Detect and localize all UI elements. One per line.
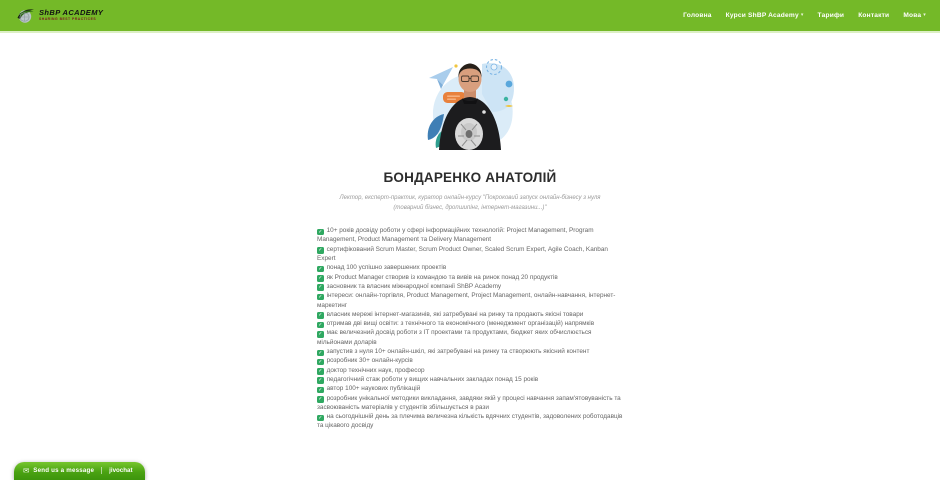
fact-item — [317, 328, 623, 347]
check-icon: ✓ — [318, 265, 323, 272]
fact-item — [317, 375, 623, 384]
fact-text: 10+ років досвіду роботи у сфері інформаційних технологій: Project Management, Program Management, Product Management та Delivery Management — [317, 227, 594, 244]
fact-text: понад 100 успішно завершених проектів — [326, 264, 447, 272]
fact-text: розробник 30+ онлайн-курсів — [326, 357, 413, 365]
envelope-icon: ✉ — [23, 465, 30, 475]
nav-item-contacts[interactable] — [858, 12, 889, 19]
fact-item — [317, 356, 623, 365]
fact-item — [317, 394, 623, 413]
fact-text: розробник унікальної методики викладання, завдяки якій у процесі навчання запам'ятовуваність та засвоюваність матеріалів у студентів збільшується в рази — [317, 394, 621, 411]
profile-subtitle: Лектор, експерт-практик, куратор онлайн-курсу "Покроковий запуск онлайн-бізнесу з нуля (товарний бізнес, дропшипінг, інтернет-магазини...)" — [339, 195, 601, 211]
nav-label: Головна — [683, 12, 712, 19]
chevron-down-icon: ▾ — [800, 12, 804, 18]
fact-text: доктор технічних наук, професор — [326, 366, 425, 374]
fact-item — [317, 412, 623, 431]
profile-photo-illustration — [422, 54, 518, 150]
check-icon: ✓ — [318, 293, 323, 300]
globe-swoosh-icon — [16, 6, 35, 25]
profile-name: БОНДАРЕНКО АНАТОЛІЙ — [383, 170, 557, 185]
check-icon: ✓ — [318, 247, 323, 254]
logo-title: ShBP ACADEMY — [39, 8, 104, 18]
header — [0, 0, 940, 33]
check-icon: ✓ — [318, 386, 323, 393]
check-icon: ✓ — [318, 377, 323, 384]
fact-item — [317, 319, 623, 328]
nav-label: Мова — [903, 12, 922, 19]
fact-item — [317, 291, 623, 310]
chat-message-label: Send us a message — [33, 467, 95, 474]
logo-text — [39, 9, 103, 22]
fact-text: має величезний досвід роботи з ІТ проектами та продуктами, бюджет яких обчислюється мільйонами доларів — [317, 329, 592, 346]
check-icon: ✓ — [318, 414, 323, 421]
fact-text: власник мережі інтернет-магазинів, які затребувані на ринку та продають якісні товари — [326, 310, 584, 318]
fact-text: сертифікований Scrum Master, Scrum Product Owner, Scaled Scrum Expert, Agile Coach, Kanban Expert — [317, 245, 608, 263]
check-icon: ✓ — [318, 312, 323, 319]
fact-item — [317, 245, 623, 264]
fact-item — [317, 347, 623, 356]
logo[interactable] — [16, 6, 103, 25]
fact-text: автор 100+ наукових публікацій — [326, 385, 421, 393]
nav-label: Тарифи — [817, 12, 845, 19]
nav-label: Курси ShBP Academy — [725, 12, 799, 19]
fact-item — [317, 226, 623, 245]
nav-label: Контакти — [858, 12, 890, 19]
logo-subtitle: SHARING BEST PRACTICES — [39, 17, 97, 22]
check-icon: ✓ — [318, 358, 323, 365]
fact-text: запустив з нуля 10+ онлайн-шкіл, які затребувані на ринку та створюють якісний контент — [326, 348, 590, 356]
check-icon: ✓ — [318, 275, 323, 282]
fact-item — [317, 310, 623, 319]
check-icon: ✓ — [318, 368, 323, 375]
check-icon: ✓ — [318, 228, 323, 235]
chevron-down-icon: ▾ — [923, 12, 926, 18]
check-icon: ✓ — [318, 330, 323, 337]
fact-item — [317, 384, 623, 393]
nav-item-home[interactable] — [683, 12, 712, 19]
facts-list — [317, 226, 623, 431]
nav-item-pricing[interactable] — [818, 12, 845, 19]
fact-text: засновник та власник міжнародної компанії ShBP Academy — [326, 282, 502, 290]
fact-text: отримав дві вищі освіти: з технічного та економічного (менеджмент організацій) напрямків — [326, 320, 595, 328]
jivochat-brand-label: jivochat — [101, 467, 132, 474]
fact-text: на сьогоднішній день за плечима величезна кількість вдячних студентів, задоволених роботодавців та цікавого досвіду — [317, 413, 623, 430]
check-icon: ✓ — [318, 349, 323, 356]
fact-item — [317, 263, 623, 272]
fact-item — [317, 273, 623, 282]
profile-photo — [422, 54, 518, 150]
fact-item — [317, 282, 623, 291]
fact-text: педагогічний стаж роботи у вищих навчальних закладах понад 15 років — [326, 375, 539, 383]
check-icon: ✓ — [318, 284, 323, 291]
fact-text: як Product Manager створив із командою та вивів на ринок понад 20 продуктів — [326, 273, 558, 281]
jivochat-widget[interactable] — [14, 462, 145, 480]
fact-item — [317, 366, 623, 375]
profile-section — [317, 54, 623, 431]
nav-item-courses[interactable] — [726, 12, 804, 19]
main-nav — [683, 12, 926, 19]
check-icon: ✓ — [318, 321, 323, 328]
fact-text: інтереси: онлайн-торгівля, Product Management, Project Management, онлайн-навчання, інтернет-маркетинг — [317, 292, 616, 309]
check-icon: ✓ — [318, 396, 323, 403]
nav-item-language[interactable] — [903, 12, 926, 19]
